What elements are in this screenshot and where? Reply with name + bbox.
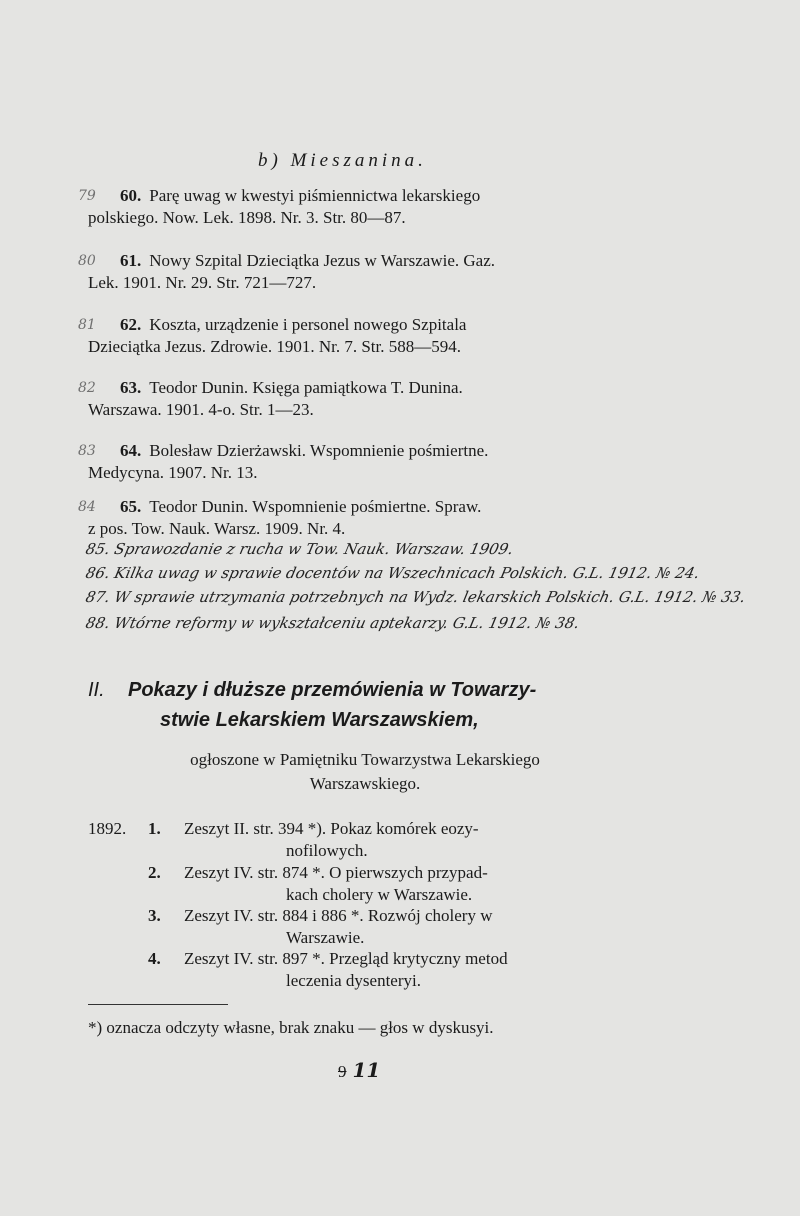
- entry-text: Teodor Dunin. Wspomnienie pośmiertne. Spraw.: [149, 497, 482, 516]
- bibliography-entry: [78, 250, 618, 294]
- margin-number: 84: [78, 499, 96, 515]
- footnote-divider: [88, 1004, 228, 1005]
- item-text-continued: kach cholery w Warszawie.: [286, 885, 473, 904]
- section-title: b) Mieszanina.: [258, 150, 427, 171]
- entry-text: Parę uwag w kwestyi piśmiennictwa lekarskiego: [149, 186, 481, 205]
- handwritten-entry: 86. Kilka uwag w sprawie docentów na Wszechnicach Polskich. G.L. 1912. № 24.: [84, 564, 702, 582]
- item-text: Zeszyt IV. str. 884 i 886 *. Rozwój cholery w: [184, 906, 493, 925]
- item-number: 2.: [148, 863, 161, 882]
- section-title-line: Pokazy i dłuższe przemówienia w Towarzy-: [128, 679, 537, 701]
- item-text: Zeszyt IV. str. 874 *. O pierwszych przypad-: [184, 863, 488, 882]
- bibliography-entry: [78, 496, 618, 540]
- entry-text: Medycyna. 1907. Nr. 13.: [88, 463, 258, 482]
- item-text-continued: leczenia dysenteryi.: [286, 971, 421, 990]
- subtitle-line: ogłoszone w Pamiętniku Towarzystwa Lekarskiego: [190, 750, 540, 769]
- entry-text: Warszawa. 1901. 4-o. Str. 1—23.: [88, 400, 314, 419]
- entry-text: Nowy Szpital Dzieciątka Jezus w Warszawie. Gaz.: [149, 251, 495, 270]
- entry-number: 64.: [120, 441, 142, 460]
- margin-number: 80: [78, 253, 96, 269]
- entry-text: z pos. Tow. Nauk. Warsz. 1909. Nr. 4.: [88, 519, 346, 538]
- item-text-continued: Warszawie.: [286, 928, 365, 947]
- margin-number: 83: [78, 443, 96, 459]
- item-text: Zeszyt IV. str. 897 *. Przegląd krytyczny metod: [184, 949, 508, 968]
- bibliography-entry: [78, 440, 618, 484]
- item-text-continued: nofilowych.: [286, 841, 368, 860]
- printed-page-number: 9: [338, 1062, 347, 1081]
- section-subtitle: [80, 748, 650, 796]
- handwritten-page-number: 11: [352, 1058, 381, 1082]
- entry-text: Lek. 1901. Nr. 29. Str. 721—727.: [88, 273, 317, 292]
- page-number: [338, 1058, 380, 1082]
- margin-number: 82: [78, 380, 96, 396]
- margin-number: 81: [78, 317, 96, 333]
- subtitle-line: Warszawskiego.: [309, 774, 421, 793]
- entry-text: Koszta, urządzenie i personel nowego Szpitala: [149, 315, 467, 334]
- section-roman-numeral: II.: [88, 679, 105, 701]
- entry-text: Dzieciątka Jezus. Zdrowie. 1901. Nr. 7. Str. 588—594.: [88, 337, 461, 356]
- handwritten-entry: 85. Sprawozdanie z rucha w Tow. Nauk. Warszaw. 1909.: [84, 540, 515, 558]
- item-number: 3.: [148, 906, 161, 925]
- handwritten-entry: 87. W sprawie utrzymania potrzebnych na Wydz. lekarskich Polskich. G.L. 1912. № 33.: [84, 588, 748, 606]
- entry-text: Bolesław Dzierżawski. Wspomnienie pośmiertne.: [149, 441, 489, 460]
- entry-number: 65.: [120, 497, 142, 516]
- entry-text: polskiego. Now. Lek. 1898. Nr. 3. Str. 80—87.: [88, 208, 406, 227]
- item-text: Zeszyt II. str. 394 *). Pokaz komórek eozy-: [184, 819, 479, 838]
- bibliography-entry: [78, 314, 618, 358]
- margin-number: 79: [78, 188, 96, 204]
- entry-number: 62.: [120, 315, 142, 334]
- footnote: *) oznacza odczyty własne, brak znaku — głos w dyskusyi.: [88, 1018, 494, 1037]
- handwritten-entry: 88. Wtórne reformy w wykształceniu aptekarzy. G.L. 1912. № 38.: [84, 614, 582, 632]
- item-number: 1.: [148, 819, 161, 838]
- entry-number: 63.: [120, 378, 142, 397]
- bibliography-entry: [78, 377, 618, 421]
- entry-text: Teodor Dunin. Księga pamiątkowa T. Dunina.: [149, 378, 463, 397]
- item-year: 1892.: [88, 819, 127, 838]
- entry-number: 60.: [120, 186, 142, 205]
- bibliography-entry: [78, 185, 618, 229]
- entry-number: 61.: [120, 251, 142, 270]
- item-number: 4.: [148, 949, 161, 968]
- section-title-line: stwie Lekarskiem Warszawskiem,: [160, 709, 479, 731]
